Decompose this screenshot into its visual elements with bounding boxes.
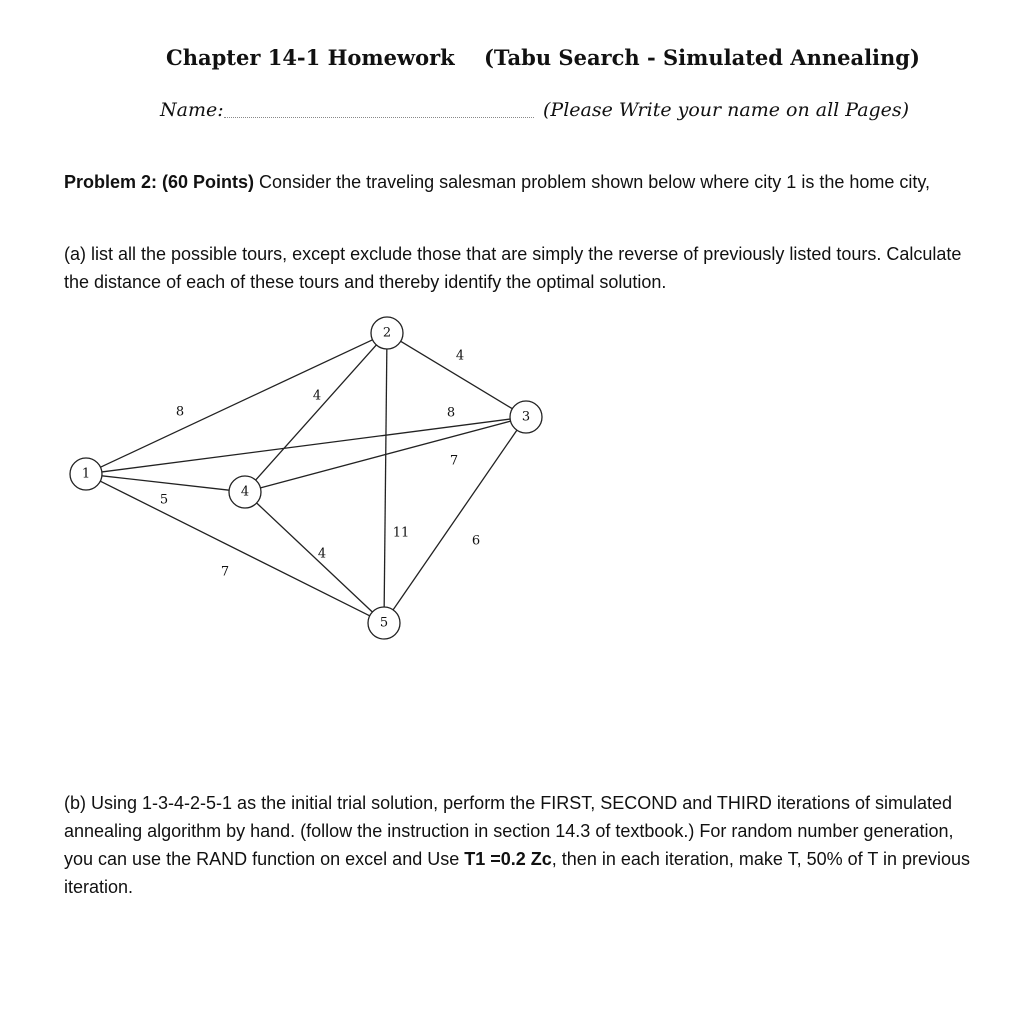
city-node-label: 3 [521, 409, 531, 425]
edge-2-4 [256, 345, 377, 480]
edge-1-4 [102, 476, 229, 490]
city-node-label: 1 [81, 466, 91, 482]
city-node-2 [371, 317, 403, 349]
edge-weight-2-3: 4 [455, 348, 465, 364]
assignment-subtitle: (Tabu Search - Simulated Annealing) [484, 45, 920, 70]
edge-weight-1-4: 5 [159, 492, 169, 508]
edge-weight-1-3: 8 [446, 405, 456, 421]
name-label: Name: [160, 99, 224, 121]
edge-weight-1-5: 7 [220, 564, 230, 580]
edge-4-5 [257, 503, 373, 612]
edge-weight-1-2: 8 [175, 404, 185, 420]
part-b-text-2: , then in each iteration, make T, 50% of T in previous iteration. [64, 849, 971, 897]
problem-heading: Problem 2: (60 Points) [64, 172, 255, 192]
part-b-text [64, 789, 984, 901]
edge-weight-3-4: 7 [449, 453, 459, 469]
edge-weight-3-5: 6 [471, 533, 481, 549]
edge-weight-2-5: 11 [392, 525, 410, 541]
edge-2-5 [384, 349, 387, 607]
city-node-1 [70, 458, 102, 490]
name-instruction: (Please Write your name on all Pages) [543, 99, 910, 121]
city-node-label: 2 [382, 325, 392, 341]
city-node-3 [510, 401, 542, 433]
initial-temperature: T1 =0.2 Zc [464, 849, 552, 869]
edge-weight-2-4: 4 [312, 388, 322, 404]
part-b-text-1: (b) Using 1-3-4-2-5-1 as the initial trial solution, perform the FIRST, SECOND and THIRD iterations of simulated annealing algorithm by hand. (follow the instruction in section 14.3 of textbook.) For random number generation, you can use the RAND function on excel and Use [64, 793, 954, 869]
city-node-5 [368, 607, 400, 639]
city-node-label: 5 [379, 615, 389, 631]
problem-text: Consider the traveling salesman problem shown below where city 1 is the home city, [254, 172, 931, 192]
chapter-title: Chapter 14-1 Homework [166, 45, 455, 70]
city-node-4 [229, 476, 261, 508]
city-node-label: 4 [240, 484, 250, 500]
part-a-text: (a) list all the possible tours, except exclude those that are simply the reverse of previously listed tours. Calculate the distance of each of these tours and thereby identify the optimal solution. [64, 244, 962, 292]
edge-1-2 [100, 340, 372, 467]
edge-weight-4-5: 4 [317, 546, 327, 562]
